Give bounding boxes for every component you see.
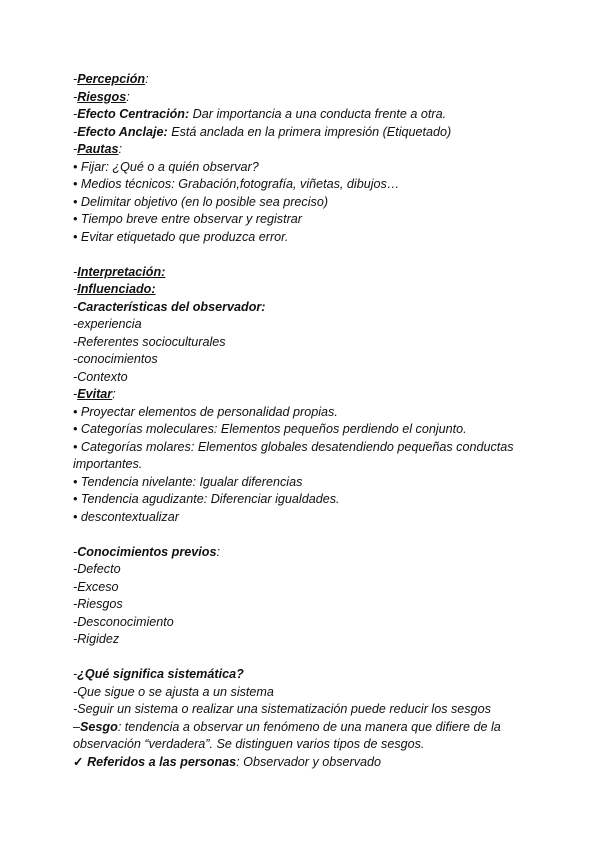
heading-sistematica: -¿Qué significa sistemática? (73, 667, 244, 681)
list-item: • Proyectar elementos de personalidad propias. (73, 404, 338, 419)
efecto-centracion: -Efecto Centración: Dar importancia a una conducta frente a otra. (73, 107, 447, 121)
list-item: -Contexto (73, 369, 128, 384)
list-item: • Fijar: ¿Qué o a quién observar? (73, 159, 259, 174)
heading-influenciado: -Influenciado: (73, 282, 156, 296)
list-item: -Desconocimiento (73, 614, 174, 629)
list-item: -Riesgos (73, 597, 123, 611)
list-item: • Tendencia agudizante: Diferenciar igualdades. (73, 492, 340, 506)
heading-caracteristicas: -Características del observador: (73, 299, 266, 314)
heading-riesgos: -Riesgos: (73, 89, 130, 104)
sesgo-definition: –Sesgo: tendencia a observar un fenómeno de una manera que difiere de la observación “verdadera”. Se distinguen varios tipos de sesgos. (73, 719, 501, 751)
list-item: -Defecto (73, 562, 121, 576)
heading-percepcion: -Percepción: (73, 72, 149, 86)
document-page (73, 71, 543, 771)
heading-pautas: -Pautas: (73, 142, 123, 156)
list-item: • Evitar etiquetado que produzca error. (73, 229, 289, 244)
list-item: • Medios técnicos: Grabación,fotografía, viñetas, dibujos… (73, 177, 400, 191)
heading-evitar: -Evitar: (73, 387, 116, 401)
definition-line: -Que sigue o se ajusta a un sistema (73, 684, 274, 699)
list-item: • Categorías moleculares: Elementos pequeños perdiendo el conjunto. (73, 422, 467, 436)
spacer (73, 649, 543, 667)
list-item: -Referentes socioculturales (73, 334, 226, 349)
spacer (73, 246, 543, 264)
list-item: -experiencia (73, 317, 142, 331)
list-item: -Rigidez (73, 632, 120, 646)
spacer (73, 526, 543, 544)
efecto-anclaje: -Efecto Anclaje: Está anclada en la primera impresión (Etiquetado) (73, 124, 452, 139)
list-item: • Categorías molares: Elementos globales desatendiendo pequeñas conductas importantes. (73, 439, 514, 471)
list-item: • descontextualizar (73, 509, 179, 524)
referidos-line: ✓ Referidos a las personas: Observador y observado (73, 754, 382, 769)
check-icon: ✓ (73, 754, 84, 769)
heading-interpretacion: -Interpretación: (73, 264, 166, 279)
list-item: • Tiempo breve entre observar y registrar (73, 212, 302, 226)
list-item: -conocimientos (73, 352, 158, 366)
definition-line: -Seguir un sistema o realizar una sistematización puede reducir los sesgos (73, 702, 491, 716)
heading-conocimientos: -Conocimientos previos: (73, 544, 220, 559)
list-item: -Exceso (73, 579, 119, 594)
list-item: • Delimitar objetivo (en lo posible sea preciso) (73, 194, 329, 209)
list-item: • Tendencia nivelante: Igualar diferencias (73, 474, 303, 489)
